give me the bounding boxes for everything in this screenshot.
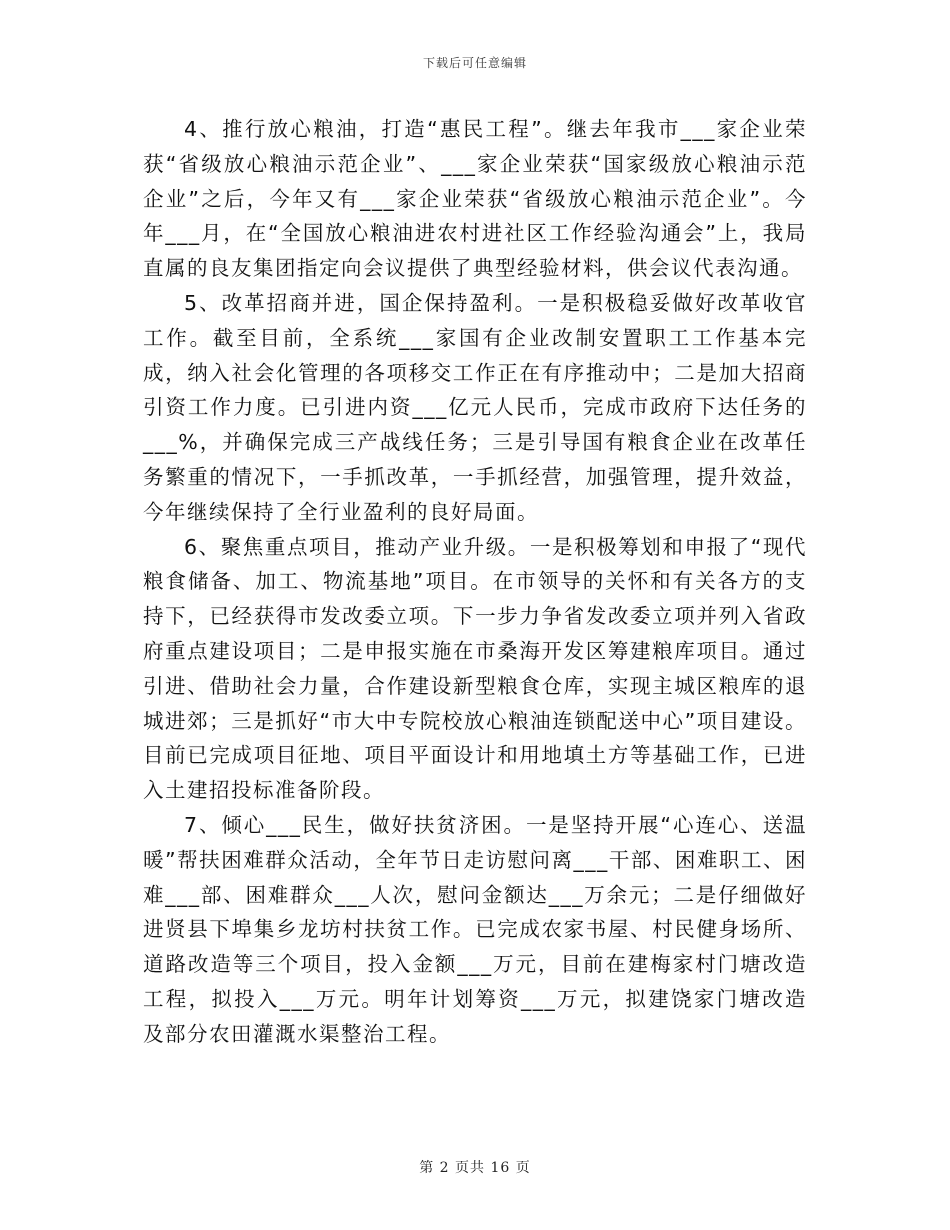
paragraph-item-5: 5、改革招商并进，国企保持盈利。一是积极稳妥做好改革收官工作。截至目前，全系统___家国有企业改制安置职工工作基本完成，纳入社会化管理的各项移交工作正在有序推动中；二是加大招商引资工作力度。已引进内资___亿元人民币，完成市政府下达任务的___%，并确保完成三产战线任务；三是引导国有粮食企业在改革任务繁重的情况下，一手抓改革，一手抓经营，加强管理，提升效益，今年继续保持了全行业盈利的良好局面。 — [143, 290, 807, 524]
paragraph-item-7: 7、倾心___民生，做好扶贫济困。一是坚持开展“心连心、送温暖”帮扶困难群众活动，全年节日走访慰问离___干部、困难职工、困难___部、困难群众___人次，慰问金额达___万余元；二是仔细做好进贤县下埠集乡龙坊村扶贫工作。已完成农家书屋、村民健身场所、道路改造等三个项目，投入金额___万元，目前在建梅家村门塘改造工程，拟投入___万元。明年计划筹资___万元，拟建饶家门塘改造及部分农田灌溉水渠整治工程。 — [143, 812, 807, 1046]
document-body — [143, 112, 807, 1052]
page-footer: 第 2 页共 16 页 — [419, 1160, 531, 1176]
paragraph-item-6: 6、聚焦重点项目，推动产业升级。一是积极筹划和申报了“现代粮食储备、加工、物流基地”项目。在市领导的关怀和有关各方的支持下，已经获得市发改委立项。下一步力争省发改委立项并列入省政府重点建设项目；二是申报实施在市桑海开发区筹建粮库项目。通过引进、借助社会力量，合作建设新型粮食仓库，实现主城区粮库的退城进郊；三是抓好“市大中专院校放心粮油连锁配送中心”项目建设。目前已完成项目征地、项目平面设计和用地填土方等基础工作，已进入土建招投标准备阶段。 — [143, 534, 807, 803]
page-header: 下载后可任意编辑 — [422, 56, 527, 70]
paragraph-item-4: 4、推行放心粮油，打造“惠民工程”。继去年我市___家企业荣获“省级放心粮油示范企业”、___家企业荣获“国家级放心粮油示范企业”之后，今年又有___家企业荣获“省级放心粮油示范企业”。今年___月，在“全国放心粮油进农村进社区工作经验沟通会”上，我局直属的良友集团指定向会议提供了典型经验材料，供会议代表沟通。 — [143, 117, 807, 281]
